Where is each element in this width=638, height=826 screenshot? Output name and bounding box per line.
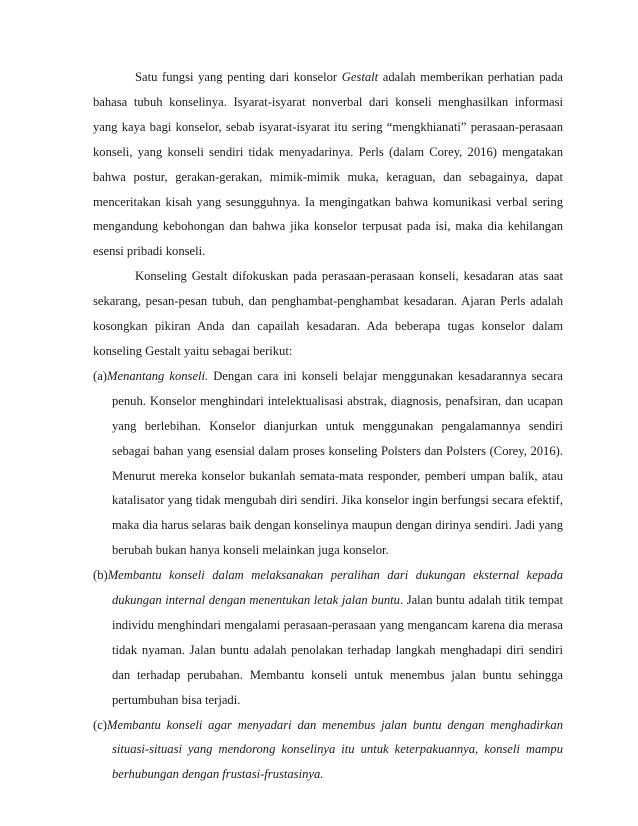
- list-item-a: [93, 364, 563, 563]
- italic-term: Gestalt: [341, 70, 379, 84]
- list-item-content: [93, 563, 563, 712]
- list-item-text: Dengan cara ini konseli belajar menggunakan kesadarannya secara penuh. Konselor menghindari intelektualisasi abstrak, diagnosis, penafsiran, dan ucapan yang berlebihan. Konselor dianjurkan untuk menggunakan pengalamannya sendiri sebagai bahan yang esensial dalam proses konseling Polsters dan Polsters (Corey, 2016). Menurut mereka konselor bukanlah semata-mata responder, pemberi umpan balik, atau katalisator yang tidak mengubah diri sendiri. Jika konselor ingin berfungsi secara efektif, maka dia harus selaras baik dengan konselinya maupun dengan dirinya sendiri. Jadi yang berubah bukan hanya konseli melainkan juga konselor.: [112, 368, 563, 558]
- list-marker: (b): [93, 568, 108, 583]
- list-item-content: [93, 364, 563, 563]
- italic-term: Membantu konseli agar menyadari dan menembus jalan buntu dengan menghadirkan situasi-situasi yang mendorong konselinya itu untuk keterpakuannya, konseli mampu berhubungan dengan frustasi-frustasinya.: [106, 717, 563, 782]
- paragraph-gestalt-focus: [93, 264, 563, 364]
- paragraph-text: Konseling Gestalt difokuskan pada perasaan-perasaan konseli, kesadaran atas saat sekarang, pesan-pesan tubuh, dan penghambat-penghambat kesadaran. Ajaran Perls adalah kosongkan pikiran Anda dan capailah kesadaran. Ada beberapa tugas konselor dalam konseling Gestalt yaitu sebagai berikut:: [93, 269, 563, 358]
- paragraph-text: Satu fungsi yang penting dari konselor: [135, 70, 342, 84]
- paragraph-gestalt-body-language: [93, 65, 563, 264]
- list-item-c: [93, 713, 563, 788]
- paragraph-text: adalah memberikan perhatian pada bahasa tubuh konselinya. Isyarat-isyarat nonverbal dari konseli menghasilkan informasi yang kaya bagi konselor, sebab isyarat-isyarat itu sering “mengkhianati” perasaan-perasaan konseli, yang konseli sendiri tidak menyadarinya. Perls (dalam Corey, 2016) mengatakan bahwa postur, gerakan-gerakan, mimik-mimik muka, keraguan, dan sebagainya, dapat menceritakan kisah yang sesungguhnya. Ia mengingatkan bahwa komunikasi verbal sering mengandung kebohongan dan bahwa jika konselor terpusat pada isi, maka dia kehilangan esensi pribadi konseli.: [93, 70, 563, 259]
- list-marker: (a): [93, 368, 107, 383]
- italic-term: Membantu konseli dalam melaksanakan peralihan dari dukungan eksternal kepada dukungan internal dengan menentukan letak jalan buntu: [107, 568, 563, 608]
- list-item-content: [93, 713, 563, 788]
- list-marker: (c): [93, 717, 107, 732]
- list-item-b: [93, 563, 563, 712]
- list-item-text: . Jalan buntu adalah titik tempat individu menghindari mengalami perasaan-perasaan yang mengancam karena dia merasa tidak nyaman. Jalan buntu adalah penolakan terhadap langkah menghadapi diri sendiri dan terhadap perubahan. Membantu konseli untuk menembus jalan buntu sehingga pertumbuhan bisa terjadi.: [112, 593, 563, 707]
- italic-term: Menantang konseli.: [106, 368, 209, 383]
- document-body: [93, 65, 563, 787]
